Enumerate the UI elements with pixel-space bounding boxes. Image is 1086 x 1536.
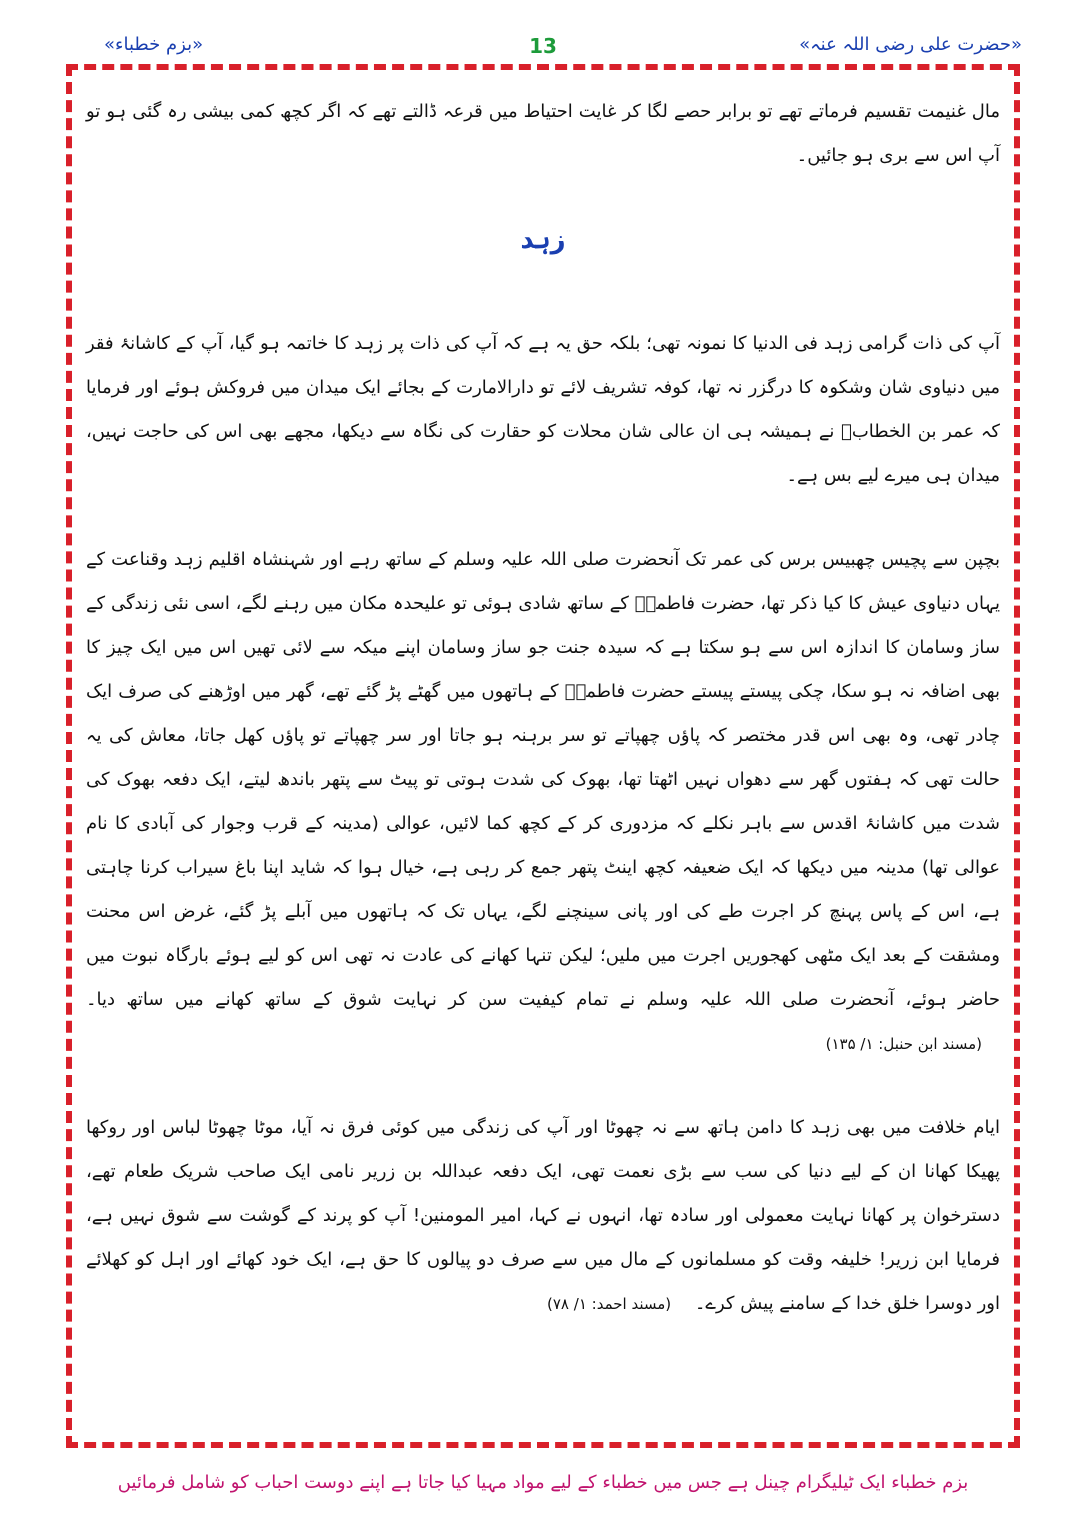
- page-number: 13: [529, 34, 557, 58]
- citation-1: (مسند ابن حنبل: ۱/ ۱۳۵): [825, 1035, 982, 1053]
- paragraph-4: [86, 1106, 1000, 1326]
- page-border-frame: [66, 64, 1020, 1448]
- paragraph-2: آپ کی ذات گرامی زہد فی الدنیا کا نمونہ تھی؛ بلکہ حق یہ ہے کہ آپ کی ذات پر زہد کا خاتمہ ہو گیا، آپ کے کاشانۂ فقر میں دنیاوی شان وشکوہ کا درگزر نہ تھا، کوفہ تشریف لائے تو دارالامارت کے بجائے ایک میدان میں فروکش ہوئے اور فرمایا کہ عمر بن الخطابؓ نے ہمیشہ ہی ان عالی شان محلات کو حقارت کی نگاہ سے دیکھا، مجھے بھی اس کی حاجت نہیں، میدان ہی میرے لیے بس ہے۔: [86, 333, 1000, 486]
- paragraph-4-text: ایام خلافت میں بھی زہد کا دامن ہاتھ سے نہ چھوٹا اور آپ کی زندگی میں کوئی فرق نہ آیا، موٹا چھوٹا لباس اور روکھا پھیکا کھانا ان کے لیے دنیا کی سب سے بڑی نعمت تھی، ایک دفعہ عبداللہ بن زریر نامی ایک صاحب شریک طعام تھے، دسترخوان پر کھانا نہایت معمولی اور سادہ تھا، انہوں نے کہا، امیر المومنین! آپ کو پرند کے گوشت سے شوق نہیں ہے، فرمایا ابن زریر! خلیفہ وقت کو مسلمانوں کے مال میں سے صرف دو پیالوں کا حق ہے، ایک خود کھائے اور اہل کو کھلائے اور دوسرا خلق خدا کے سامنے پیش کرے۔: [86, 1117, 1000, 1314]
- footer-channel-note: بزم خطباء ایک ٹیلیگرام چینل ہے جس میں خطباء کے لیے مواد مہیا کیا جاتا ہے اپنے دوست احباب کو شامل فرمائیں: [117, 1472, 969, 1493]
- page-content: [86, 90, 1000, 1422]
- citation-2: (مسند احمد: ۱/ ۷۸): [547, 1295, 672, 1313]
- section-heading: زہد: [520, 225, 566, 255]
- channel-name-header: «بزم خطباء»: [104, 34, 204, 55]
- paragraph-3-text: بچپن سے پچیس چھبیس برس کی عمر تک آنحضرت صلی اللہ علیہ وسلم کے ساتھ رہے اور شہنشاہ اقلیم زہد وقناعت کے یہاں دنیاوی عیش کا کیا ذکر تھا، حضرت فاطمہؓ کے ساتھ شادی ہوئی تو علیحدہ مکان میں رہنے لگے، اسی نئی زندگی کے ساز وسامان کا اندازہ اس سے ہو سکتا ہے کہ سیدہ جنت جو ساز وسامان اپنے میکہ سے لائی تھیں اس میں ایک چیز کا بھی اضافہ نہ ہو سکا، چکی پیستے پیستے حضرت فاطمہؓ کے ہاتھوں میں گھٹے پڑ گئے تھے، گھر میں اوڑھنے کی صرف ایک چادر تھی، وہ بھی اس قدر مختصر کہ پاؤں چھپاتے تو سر برہنہ ہو جاتا اور سر چھپاتے تو پاؤں کھل جاتا، معاش کی یہ حالت تھی کہ ہفتوں گھر سے دھواں نہیں اٹھتا تھا، بھوک کی شدت ہوتی تو پیٹ سے پتھر باندھ لیتے، ایک دفعہ بھوک کی شدت میں کاشانۂ اقدس سے باہر نکلے کہ مزدوری کر کے کچھ کما لائیں، عوالی (مدینہ کے قرب وجوار کی آبادی کا نام عوالی تھا) مدینہ میں دیکھا کہ ایک ضعیفہ کچھ اینٹ پتھر جمع کر رہی ہے، خیال ہوا کہ شاید اپنا باغ سیراب کرنا چاہتی ہے، اس کے پاس پہنچ کر اجرت طے کی اور پانی سینچنے لگے، یہاں تک کہ ہاتھوں میں آبلے پڑ گئے، غرض اس محنت ومشقت کے بعد ایک مٹھی کھجوریں اجرت میں ملیں؛ لیکن تنہا کھانے کی عادت نہ تھی اس کو لیے ہوئے بارگاہ نبوت میں حاضر ہوئے، آنحضرت صلی اللہ علیہ وسلم نے تمام کیفیت سن کر نہایت شوق کے ساتھ کھانے میں ساتھ دیا۔: [86, 549, 1000, 1010]
- paragraph-3: [86, 538, 1000, 1066]
- paragraph-1: مال غنیمت تقسیم فرماتے تھے تو برابر حصے لگا کر غایت احتیاط میں قرعہ ڈالتے تھے کہ اگر کچھ کمی بیشی رہ گئی ہو تو آپ اس سے بری ہو جائیں۔: [86, 101, 1000, 166]
- book-title-header: «حضرت علی رضی اللہ عنہ»: [799, 34, 1022, 55]
